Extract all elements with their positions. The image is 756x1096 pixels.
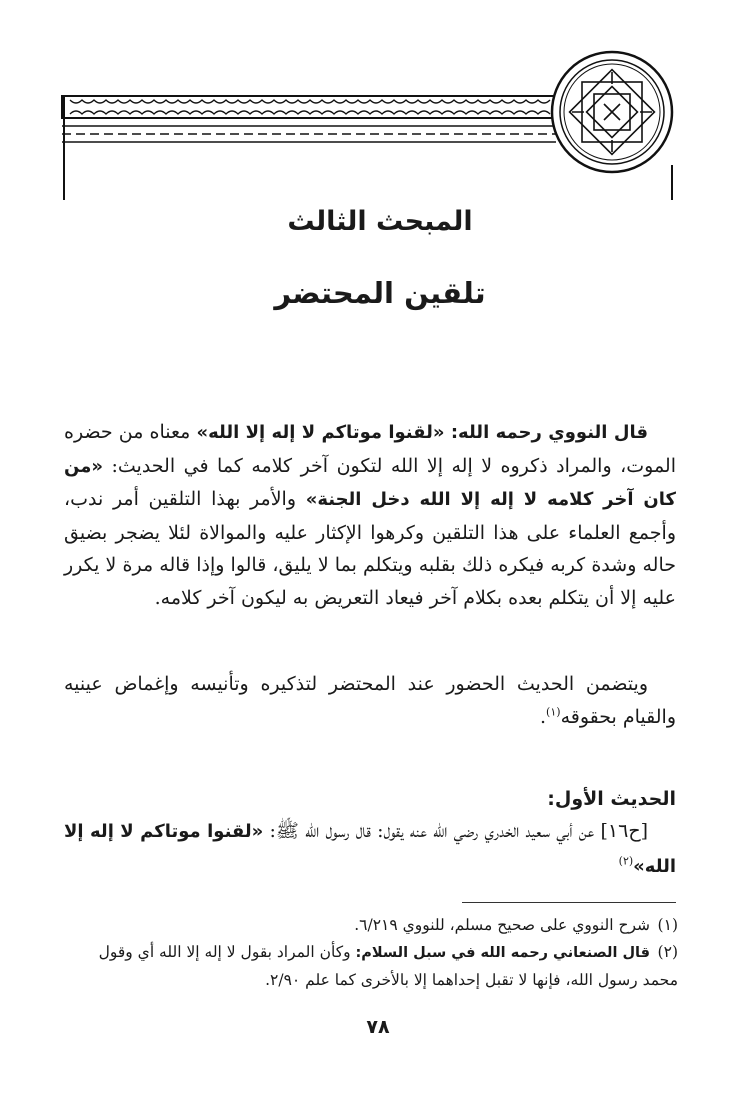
hadith-text: [ح١٦] عن أبي سعيد الخدري رضي الله عنه يقول: قال رسول الله ﷺ: [263,820,648,842]
chapter-title: تلقين المحتضر [274,276,486,310]
hadith-paragraph [64,814,676,884]
footnotes [60,912,678,994]
footnote-number: (٢) [657,943,678,961]
summary-text: ويتضمن الحديث الحضور عند المحتضر لتذكيره وتأنيسه وإغماض عينيه والقيام بحقوقه [64,673,676,728]
footnote-ref-1: (١) [546,705,561,719]
footnote-number: (١) [657,916,678,934]
summary-end: . [540,705,547,728]
footnote-separator [462,902,676,903]
footnote-2-continuation: محمد رسول الله، فإنها لا تقبل إحداهما إلا بالأخرى كما علم ٢/٩٠. [265,971,678,989]
ornamental-header-border [0,0,756,200]
hadith-quote-1: «لقنوا موتاكم لا إله إلا الله» [196,422,445,443]
hadith-quote-2: «من كان آخر كلامه لا إله إلا الله دخل الجنة» [64,455,676,511]
paragraph-intro: قال النووي رحمه الله: [444,422,648,443]
hadith-quote: «لقنوا موتاكم لا إله إلا الله» [64,821,676,877]
footnote-ref-2: (٢) [618,854,634,868]
footnote-text: وكأن المراد بقول لا إله إلا الله أي وقول [98,943,356,961]
footnote-2 [60,939,678,967]
footnote-text: شرح النووي على صحيح مسلم، للنووي ٦/٢١٩. [354,916,650,934]
paragraph-text-2: والأمر بهذا التلقين أمر ندب، وأجمع العلماء على هذا التلقين وكرهوا الإكثار عليه والموالاة لئلا يضجر بضيق حاله وشدة كربه فيكره ذلك بقلبه ويتكلم بما لا يليق، قالوا وإذا قاله مرة لا يكرر عليه إلا أن يتكلم بعده بكلام آخر فيعاد التعريض به ليكون آخر كلامه. [64,488,676,609]
section-title: المبحث الثالث [287,206,473,237]
subheading-first-hadith: الحديث الأول: [547,788,676,810]
footnote-bold-text: قال الصنعاني رحمه الله في سبل السلام: [355,945,650,961]
paragraph-nawawi [64,416,676,615]
paragraph-text-1: معناه من حضره الموت، والمراد ذكروه لا إله إلا الله لتكون آخر كلامه كما في الحديث: [64,421,676,477]
paragraph-summary [64,668,676,733]
footnote-1 [60,912,678,939]
page-number: ٧٨ [366,1016,390,1038]
